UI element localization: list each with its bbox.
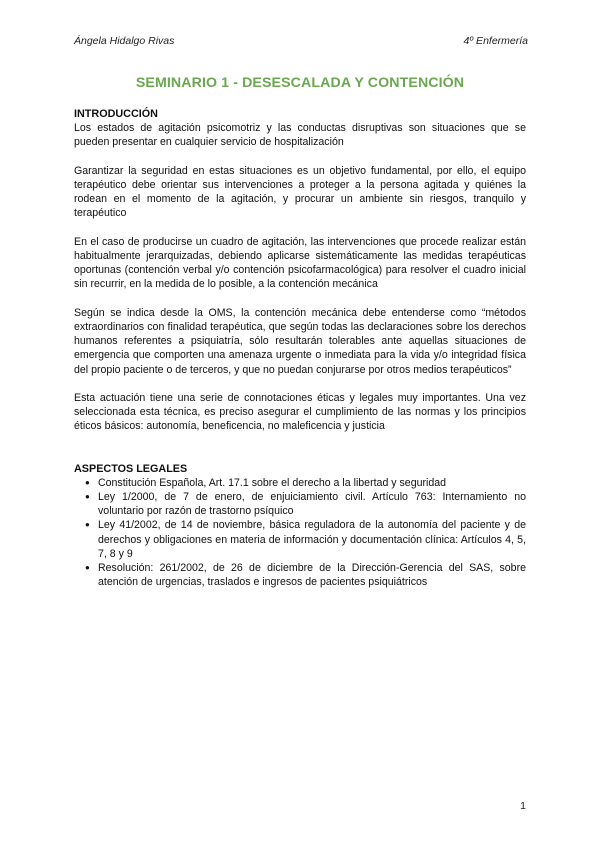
legal-item-text: Ley 1/2000, de 7 de enero, de enjuiciamiento civil. Artículo 763: Internamiento no voluntario por razón de trastorno psíquico <box>98 491 526 518</box>
bullet-icon: ● <box>85 520 90 530</box>
intro-paragraph-1: Los estados de agitación psicomotriz y las conductas disruptivas son situaciones que se pueden presentar en cualquier servicio de hospitalización <box>74 122 526 149</box>
legal-list-item <box>85 476 526 490</box>
legal-section <box>74 462 526 590</box>
bullet-icon: ● <box>85 563 90 573</box>
page-number: 1 <box>520 800 526 812</box>
legal-heading: ASPECTOS LEGALES <box>74 462 188 475</box>
legal-item-text: Ley 41/2002, de 14 de noviembre, básica reguladora de la autonomía del paciente y de derechos y obligaciones en materia de información y documentación clínica: Artículos 4, 5, 7, 8 y 9 <box>98 519 526 560</box>
intro-paragraph-4: Según se indica desde la OMS, la contención mecánica debe entenderse como “métodos extraordinarios con finalidad terapéutica, que según todas las declaraciones sobre los derechos humanos referentes a psiquiatría, sólo resultarán tolerables ante aquellas situaciones de emergencia que comporten una amenaza urgente o inmediata para la vida y/o integridad física del propio paciente o de terceros, y que no puedan conjurarse por otros medios terapéuticos” <box>74 306 526 376</box>
legal-item-text: Resolución: 261/2002, de 26 de diciembre de la Dirección-Gerencia del SAS, sobre atención de urgencias, traslados e ingresos de pacientes psiquiátricos <box>98 562 526 589</box>
page-header <box>74 35 528 51</box>
bullet-icon: ● <box>85 492 90 502</box>
intro-heading: INTRODUCCIÓN <box>74 108 158 120</box>
legal-list-item <box>85 561 526 589</box>
legal-list <box>74 476 526 590</box>
legal-list-item <box>85 490 526 518</box>
document-body <box>74 107 526 589</box>
intro-paragraph-3: En el caso de producirse un cuadro de agitación, las intervenciones que procede realizar están habitualmente jerarquizadas, debiendo aplicarse sistemáticamente las medidas terapéuticas oportunas (contención verbal y/o contención psicofarmacológica) para resolver el cuadro inicial sin recurrir, en la medida de lo posible, a la contención mecánica <box>74 235 526 291</box>
intro-paragraph-2: Garantizar la seguridad en estas situaciones es un objetivo fundamental, por ello, el equipo terapéutico debe orientar sus intervenciones a proteger a la persona agitada y quiénes la rodean en el momento de la agitación, y procurar un ambiente sin riesgos, tranquilo y terapéutico <box>74 164 526 220</box>
document-title: SEMINARIO 1 - DESESCALADA Y CONTENCIÓN <box>135 75 465 91</box>
legal-item-text: Constitución Española, Art. 17.1 sobre el derecho a la libertad y seguridad <box>98 476 447 489</box>
header-course: 4º Enfermería <box>463 35 528 47</box>
legal-list-item <box>85 518 526 561</box>
header-author: Ángela Hidalgo Rivas <box>74 35 175 47</box>
bullet-icon: ● <box>85 477 90 487</box>
intro-paragraph-5: Esta actuación tiene una serie de connotaciones éticas y legales muy importantes. Una vez seleccionada esta técnica, es preciso asegurar el cumplimiento de las normas y los principios éticos básicos: autonomía, beneficencia, no maleficencia y justicia <box>74 392 526 433</box>
